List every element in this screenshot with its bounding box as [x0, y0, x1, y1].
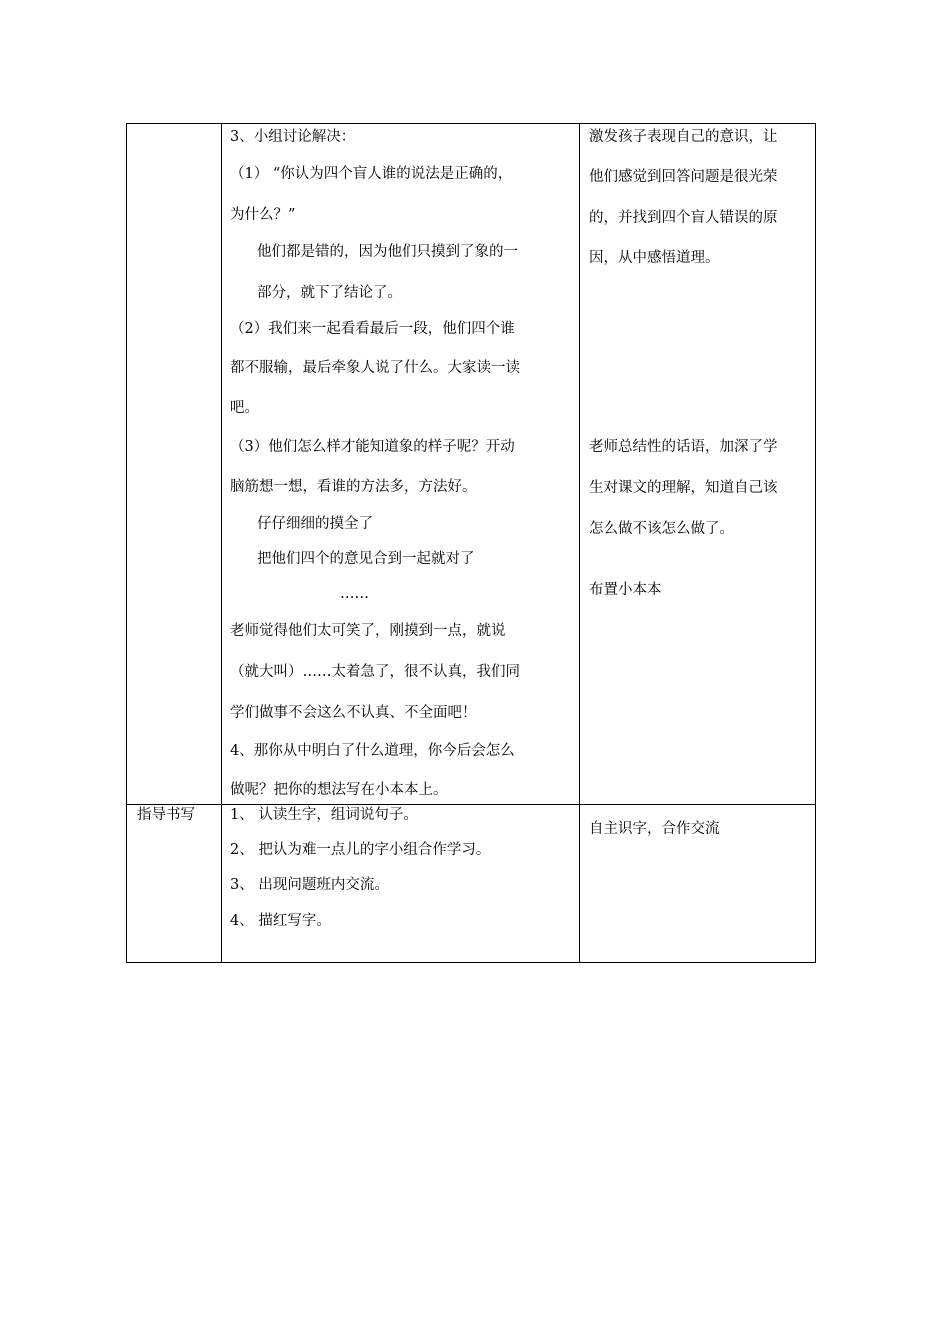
content-line: 4、 描红写字。	[230, 913, 331, 929]
content-line: （就大叫）……太着急了，很不认真，我们同	[230, 664, 520, 680]
content-line: 1、 认读生字，组词说句子。	[230, 807, 418, 823]
content-line: 吧。	[230, 400, 259, 416]
activity-cell	[222, 124, 580, 805]
activity-cell	[222, 805, 580, 963]
content-line: 4、那你从中明白了什么道理，你今后会怎么	[230, 743, 515, 759]
table-row	[127, 124, 816, 805]
notes-cell	[580, 124, 816, 805]
note-line: 因，从中感悟道理。	[589, 250, 720, 266]
note-line: 激发孩子表现自己的意识，让	[589, 129, 778, 145]
content-line: （2）我们来一起看看最后一段，他们四个谁	[230, 321, 515, 337]
note-line: 自主识字，合作交流	[589, 821, 720, 837]
stage-label-cell	[127, 805, 222, 963]
content-line: 3、 出现问题班内交流。	[230, 877, 389, 893]
table-row	[127, 805, 816, 963]
notes-cell	[580, 805, 816, 963]
content-line: 仔仔细细的摸全了	[257, 516, 373, 532]
content-line: （3）他们怎么样才能知道象的样子呢？开动	[230, 439, 515, 455]
content-line: 他们都是错的，因为他们只摸到了象的一	[257, 244, 518, 260]
note-line: 生对课文的理解，知道自己该	[589, 480, 778, 496]
content-line: 为什么？”	[230, 207, 296, 223]
content-line: 做呢？把你的想法写在小本本上。	[230, 782, 448, 798]
note-line: 老师总结性的话语，加深了学	[589, 439, 778, 455]
stage-label-cell	[127, 124, 222, 805]
content-line: 把他们四个的意见合到一起就对了	[257, 551, 475, 567]
note-line: 他们感觉到回答问题是很光荣	[589, 169, 778, 185]
content-line: 都不服输，最后牵象人说了什么。大家读一读	[230, 360, 520, 376]
ellipsis-line: ……	[340, 586, 369, 602]
content-line: 2、 把认为难一点儿的字小组合作学习。	[230, 842, 491, 858]
content-line: 学们做事不会这么不认真、不全面吧！	[230, 705, 477, 721]
content-line: 3、小组讨论解决：	[230, 129, 356, 145]
lesson-plan-table	[126, 123, 816, 963]
stage-label: 指导书写	[137, 807, 195, 823]
note-line: 的，并找到四个盲人错误的原	[589, 210, 778, 226]
note-line: 怎么做不该怎么做了。	[589, 521, 734, 537]
note-line: 布置小本本	[589, 582, 662, 598]
content-line: （1） “你认为四个盲人谁的说法是正确的，	[230, 166, 513, 182]
content-line: 部分，就下了结论了。	[257, 285, 402, 301]
content-line: 脑筋想一想，看谁的方法多，方法好。	[230, 479, 477, 495]
content-line: 老师觉得他们太可笑了，刚摸到一点，就说	[230, 623, 506, 639]
